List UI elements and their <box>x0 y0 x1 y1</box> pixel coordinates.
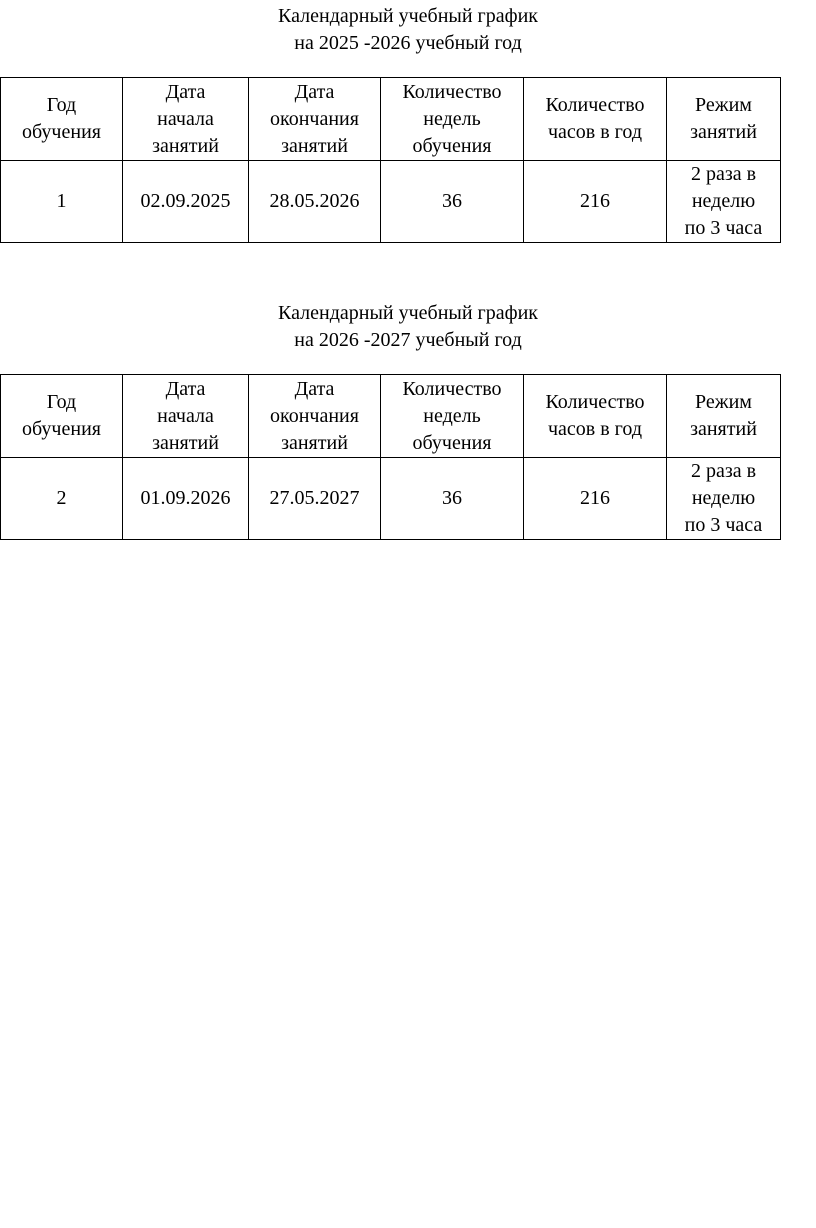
cell-weeks: 36 <box>381 458 524 540</box>
schedule-table <box>0 77 781 243</box>
cell-mode: 2 раза в неделю по 3 часа <box>667 458 781 540</box>
cell-year: 2 <box>1 458 123 540</box>
cell-start-date: 01.09.2026 <box>123 458 249 540</box>
schedule-section-2 <box>0 300 816 536</box>
header-mode: Режим занятий <box>667 375 781 458</box>
table-row <box>1 458 781 540</box>
header-hours: Количество часов в год <box>524 375 667 458</box>
cell-start-date: 02.09.2025 <box>123 161 249 243</box>
cell-end-date: 28.05.2026 <box>249 161 381 243</box>
schedule-title <box>0 300 816 354</box>
schedule-section-1 <box>0 3 816 239</box>
header-end-date: Дата окончания занятий <box>249 375 381 458</box>
header-year: Год обучения <box>1 78 123 161</box>
header-end-date: Дата окончания занятий <box>249 78 381 161</box>
table-row <box>1 161 781 243</box>
title-line-1: Календарный учебный график <box>278 302 538 324</box>
header-weeks: Количество недель обучения <box>381 78 524 161</box>
cell-weeks: 36 <box>381 161 524 243</box>
header-year: Год обучения <box>1 375 123 458</box>
schedule-title <box>0 3 816 57</box>
cell-end-date: 27.05.2027 <box>249 458 381 540</box>
schedule-table <box>0 374 781 540</box>
cell-mode: 2 раза в неделю по 3 часа <box>667 161 781 243</box>
title-line-2: на 2026 -2027 учебный год <box>294 329 522 351</box>
table-header-row <box>1 78 781 161</box>
header-hours: Количество часов в год <box>524 78 667 161</box>
cell-hours: 216 <box>524 458 667 540</box>
header-start-date: Дата начала занятий <box>123 78 249 161</box>
table-header-row <box>1 375 781 458</box>
cell-hours: 216 <box>524 161 667 243</box>
header-weeks: Количество недель обучения <box>381 375 524 458</box>
title-line-2: на 2025 -2026 учебный год <box>294 32 522 54</box>
title-line-1: Календарный учебный график <box>278 5 538 27</box>
cell-year: 1 <box>1 161 123 243</box>
header-start-date: Дата начала занятий <box>123 375 249 458</box>
header-mode: Режим занятий <box>667 78 781 161</box>
